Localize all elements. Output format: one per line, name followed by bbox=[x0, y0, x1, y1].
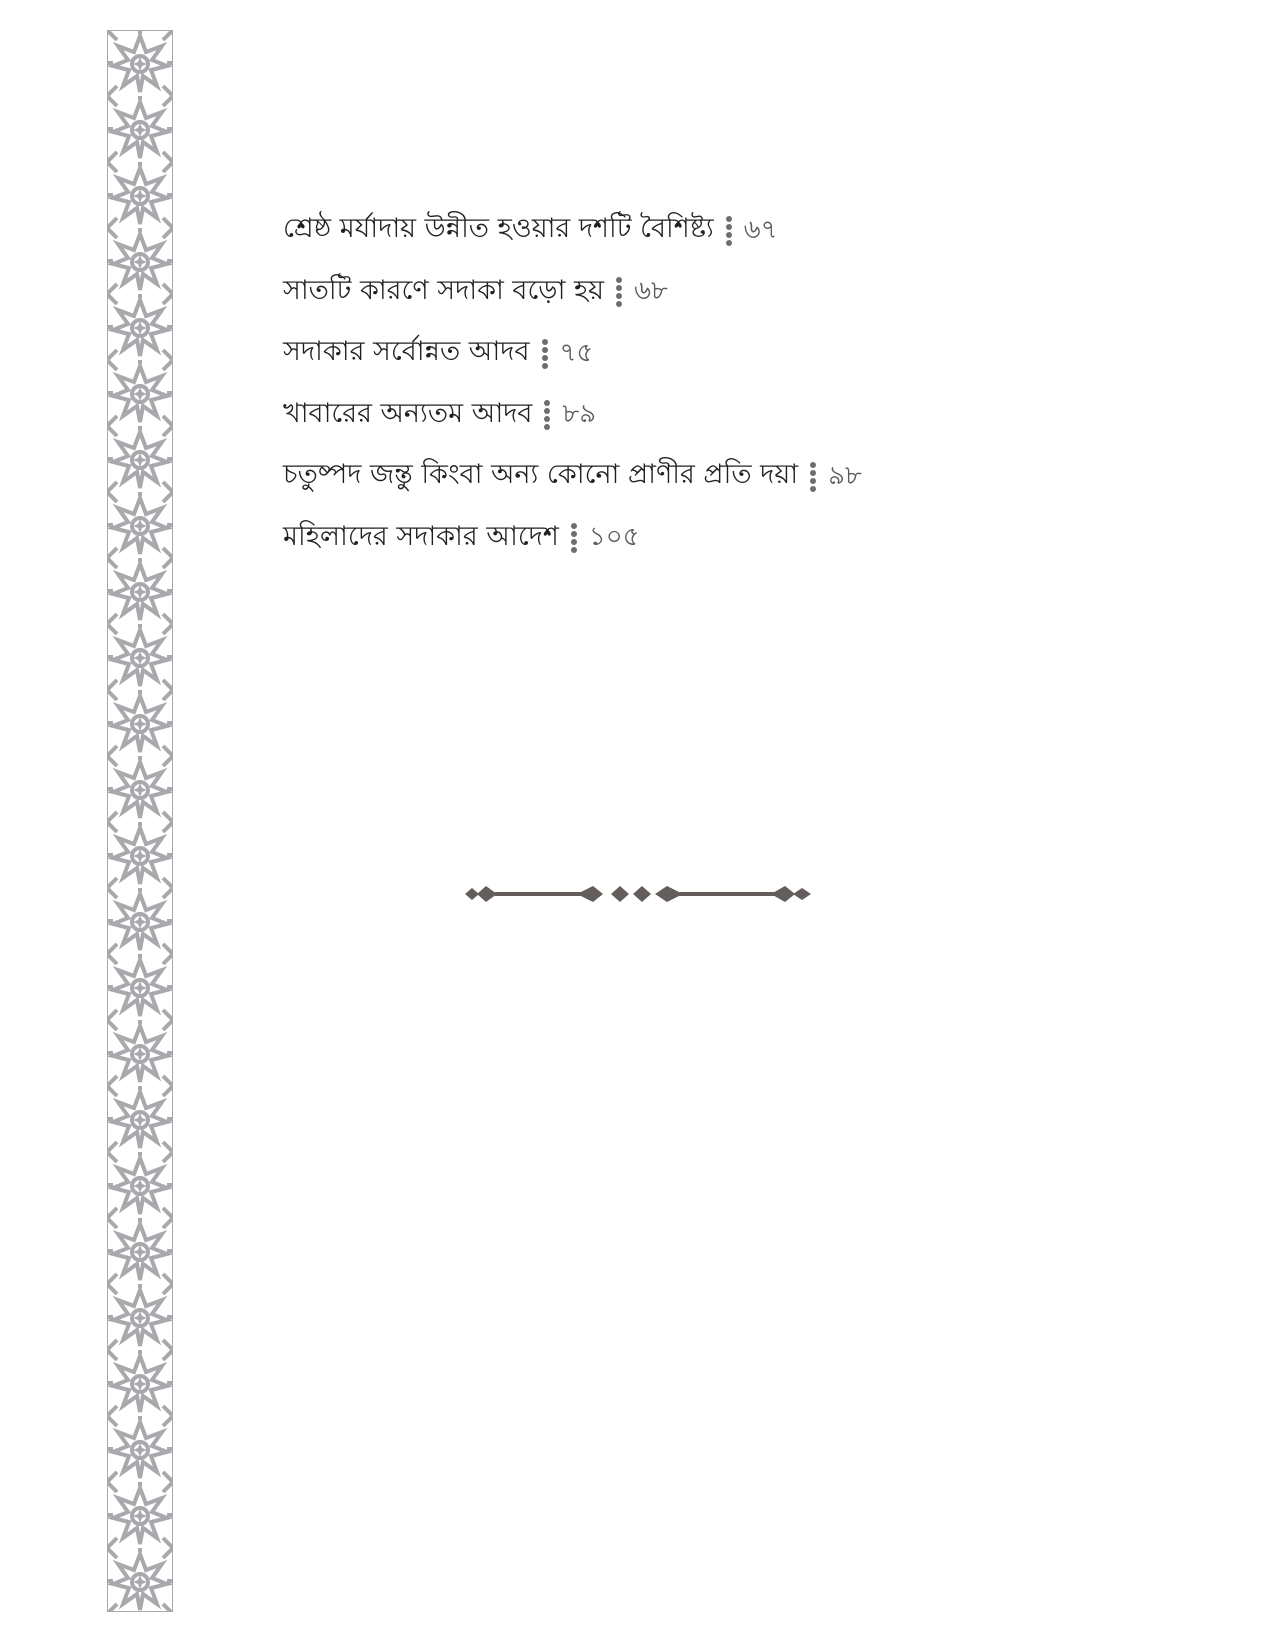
toc-entry-title: মহিলাদের সদাকার আদেশ bbox=[283, 520, 559, 552]
toc-entry bbox=[283, 446, 862, 508]
vertical-dots-icon bbox=[542, 339, 548, 369]
toc-entry-page-number: ৯৮ bbox=[828, 460, 862, 491]
toc-entry-title: সাতটি কারণে সদাকা বড়ো হয় bbox=[283, 274, 605, 306]
toc-entry bbox=[283, 262, 862, 324]
toc-entry-title: শ্রেষ্ঠ মর্যাদায় উন্নীত হওয়ার দশটি বৈশিষ্ট্য bbox=[283, 213, 714, 245]
diamond-divider-ornament-icon bbox=[465, 882, 811, 906]
toc-entry bbox=[283, 508, 862, 570]
vertical-dots-icon bbox=[810, 462, 816, 492]
toc-entry-title: চতুষ্পদ জন্তু কিংবা অন্য কোনো প্রাণীর প্রতি দয়া bbox=[283, 459, 799, 491]
table-of-contents bbox=[283, 200, 862, 569]
toc-entry bbox=[283, 323, 862, 385]
toc-entry bbox=[283, 200, 862, 262]
toc-entry-page-number: ৬৮ bbox=[634, 276, 668, 307]
toc-entry-page-number: ৭৫ bbox=[559, 337, 594, 368]
toc-entry-page-number: ১০৫ bbox=[588, 522, 640, 553]
vertical-dots-icon bbox=[616, 277, 622, 307]
geometric-pattern-border-icon bbox=[107, 30, 173, 1612]
vertical-dots-icon bbox=[571, 523, 577, 553]
toc-entry-page-number: ৬৭ bbox=[743, 214, 778, 245]
vertical-dots-icon bbox=[726, 216, 732, 246]
toc-entry bbox=[283, 385, 862, 447]
toc-entry-page-number: ৮৯ bbox=[562, 399, 597, 430]
vertical-dots-icon bbox=[544, 400, 550, 430]
toc-entry-title: খাবারের অন্যতম আদব bbox=[283, 397, 533, 429]
toc-entry-title: সদাকার সর্বোন্নত আদব bbox=[283, 336, 530, 368]
